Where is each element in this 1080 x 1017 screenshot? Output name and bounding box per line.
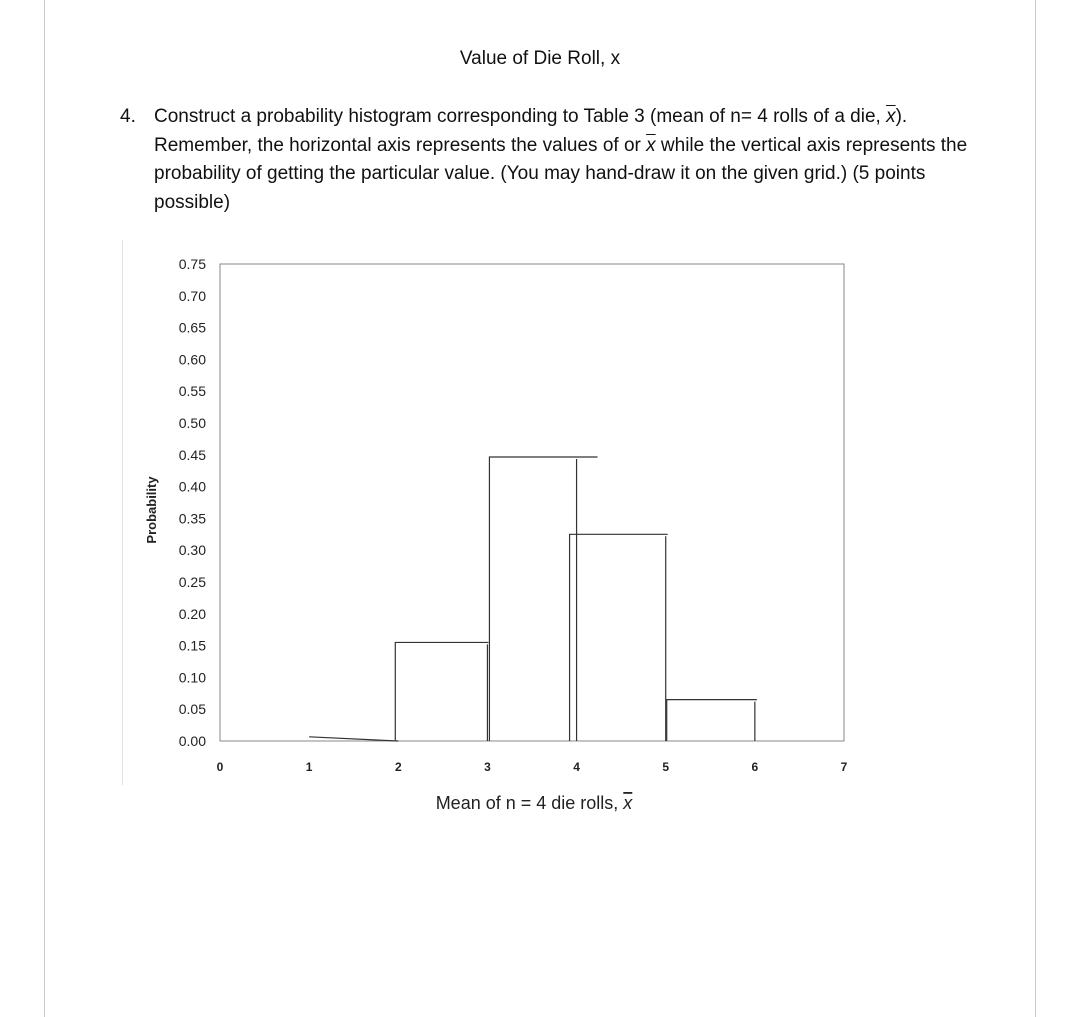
x-tick-label: 7: [840, 760, 848, 774]
x-tick-labels: [217, 760, 848, 774]
y-tick-label: 0.60: [178, 351, 206, 368]
y-tick-labels: [179, 256, 206, 749]
x-axis-label-text: Mean of n = 4 die rolls,: [435, 793, 624, 813]
plot-area: [220, 264, 844, 741]
x-tick-label: 2: [394, 760, 402, 774]
question-text: [154, 103, 980, 217]
y-tick-label: 0.40: [178, 478, 206, 495]
histogram-bar: [309, 737, 398, 741]
y-tick-label: 0.00: [178, 733, 206, 749]
x-axis-label-symbol: x: [623, 793, 633, 813]
y-tick-label: 0.10: [178, 669, 206, 686]
x-tick-label: 4: [573, 760, 580, 774]
y-tick-label: 0.30: [178, 542, 206, 559]
y-tick-label: 0.05: [178, 701, 206, 718]
question-4: [120, 103, 980, 217]
question-text-after: while the vertical axis represents the probability of getting the particular value. (You may hand-draw it on the given grid.) (5 points possible): [154, 134, 968, 213]
y-tick-label: 0.35: [178, 510, 206, 527]
y-tick-label: 0.70: [178, 287, 206, 304]
y-tick-label: 0.50: [178, 415, 206, 431]
y-tick-label: 0.15: [178, 637, 206, 654]
y-tick-label: 0.55: [178, 383, 206, 400]
question-text-middle: ). Remember, the horizontal axis represents the values of or: [154, 106, 908, 156]
y-tick-label: 0.20: [178, 605, 206, 622]
x-tick-label: 3: [484, 760, 491, 774]
question-text-before: Construct a probability histogram corresponding to Table 3 (mean of n= 4 rolls of a die,: [154, 106, 887, 127]
page-left-edge: [44, 0, 45, 1017]
histogram-bars: [309, 457, 757, 741]
histogram-bar: [667, 700, 757, 741]
y-tick-label: 0.65: [178, 319, 206, 336]
page-right-edge: [1035, 0, 1036, 1017]
y-tick-label: 0.75: [178, 256, 206, 272]
histogram-bar: [489, 457, 597, 741]
y-tick-label: 0.25: [178, 574, 206, 590]
previous-axis-label: Value of Die Roll, x: [459, 48, 621, 69]
y-tick-label: 0.45: [178, 446, 206, 463]
histogram-bar: [395, 642, 488, 741]
question-number: 4.: [120, 106, 136, 127]
x-tick-label: 0: [216, 760, 224, 774]
histogram-svg: [123, 240, 851, 813]
y-axis-label: Probability: [144, 476, 159, 544]
x-tick-label: 1: [305, 760, 313, 774]
x-axis-label: [436, 793, 634, 813]
histogram-chart: [122, 240, 851, 813]
x-tick-label: 6: [751, 760, 759, 774]
xbar-symbol: $\overline{x}$: [646, 134, 656, 156]
x-tick-label: 5: [662, 760, 670, 774]
histogram-bar: [570, 534, 668, 741]
xbar-symbol: $\overline{x}$: [886, 106, 896, 127]
